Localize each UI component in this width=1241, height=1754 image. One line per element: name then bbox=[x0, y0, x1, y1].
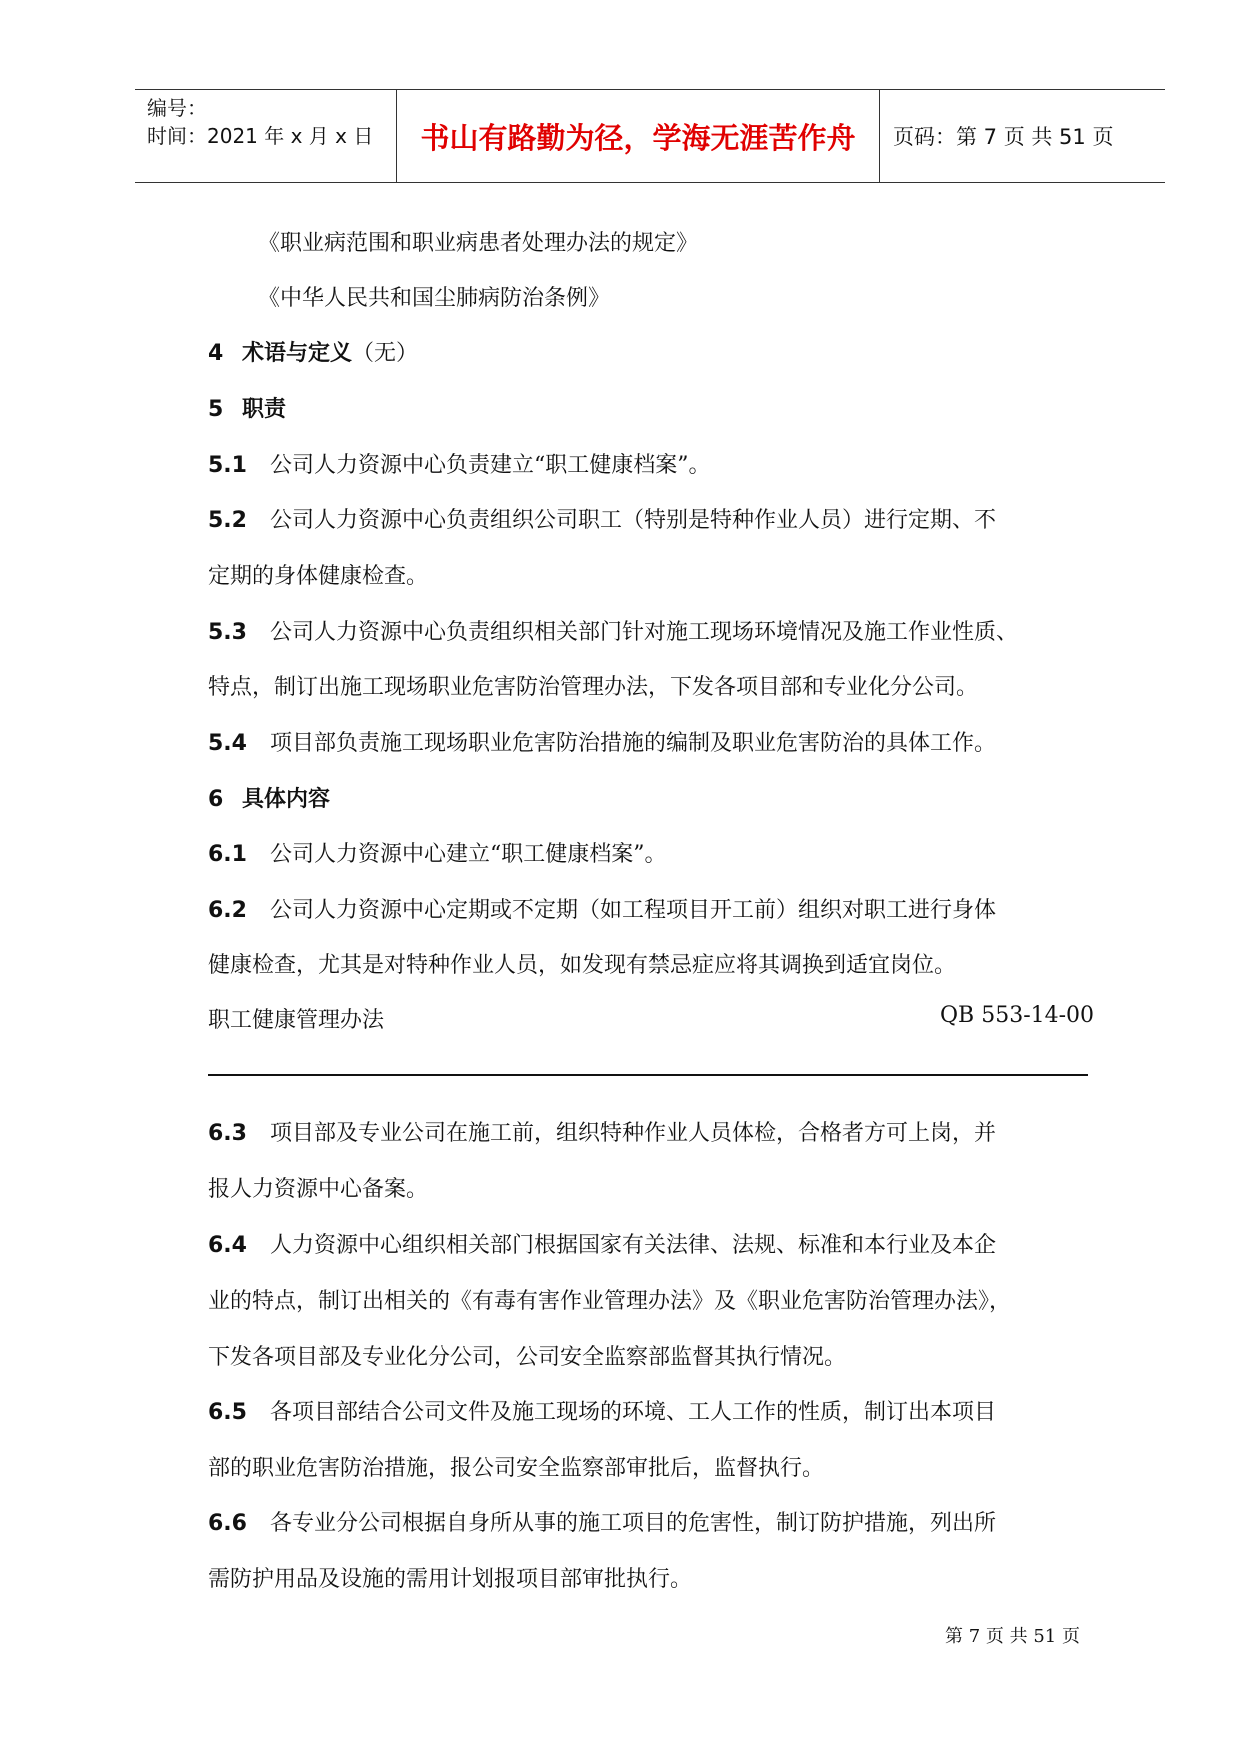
paragraph-cont: 下发各项目部及专业化分公司，公司安全监察部监督其执行情况。 bbox=[208, 1345, 847, 1370]
paragraph: 5.1 公司人力资源中心负责建立“职工健康档案”。 bbox=[208, 453, 711, 478]
header-divider bbox=[879, 90, 880, 182]
paragraph: 6.3 项目部及专业公司在施工前，组织特种作业人员体检，合格者方可上岗，并 bbox=[208, 1121, 997, 1146]
paragraph-cont: 需防护用品及设施的需用计划报项目部审批执行。 bbox=[208, 1567, 693, 1592]
doc-footer-code: QB 553-14-00 bbox=[940, 1003, 1095, 1028]
time-label: 时间：2021 年 x 月 x 日 bbox=[147, 124, 374, 148]
paragraph-cont: 部的职业危害防治措施，报公司安全监察部审批后，监督执行。 bbox=[208, 1456, 825, 1481]
paragraph-cont: 特点，制订出施工现场职业危害防治管理办法，下发各项目部和专业化分公司。 bbox=[208, 675, 979, 700]
header-page-label: 页码：第 7 页 共 51 页 bbox=[893, 125, 1114, 149]
paragraph: 6.2 公司人力资源中心定期或不定期（如工程项目开工前）组织对职工进行身体 bbox=[208, 898, 997, 923]
number-label: 编号： bbox=[147, 96, 207, 120]
header-motto: 书山有路勤为径，学海无涯苦作舟 bbox=[420, 120, 856, 155]
header-left bbox=[147, 94, 397, 150]
section-heading: 5 职责 bbox=[208, 397, 287, 422]
paragraph-cont: 健康检查，尤其是对特种作业人员，如发现有禁忌症应将其调换到适宜岗位。 bbox=[208, 953, 957, 978]
paragraph: 6.1 公司人力资源中心建立“职工健康档案”。 bbox=[208, 842, 667, 867]
paragraph-cont: 业的特点，制订出相关的《有毒有害作业管理办法》及《职业危害防治管理办法》， bbox=[208, 1289, 1012, 1314]
page-header bbox=[135, 89, 1165, 183]
paragraph: 5.2 公司人力资源中心负责组织公司职工（特别是特种作业人员）进行定期、不 bbox=[208, 508, 997, 533]
paragraph: 5.3 公司人力资源中心负责组织相关部门针对施工现场环境情况及施工作业性质、 bbox=[208, 620, 1019, 645]
paragraph-cont: 定期的身体健康检查。 bbox=[208, 564, 429, 589]
paragraph: 6.5 各项目部结合公司文件及施工现场的环境、工人工作的性质，制订出本项目 bbox=[208, 1400, 997, 1425]
reference-line: 《职业病范围和职业病患者处理办法的规定》 bbox=[258, 231, 699, 256]
footer-rule bbox=[208, 1074, 1088, 1076]
page-number: 第 7 页 共 51 页 bbox=[945, 1626, 1080, 1647]
reference-line: 《中华人民共和国尘肺病防治条例》 bbox=[258, 286, 611, 311]
paragraph: 6.6 各专业分公司根据自身所从事的施工项目的危害性，制订防护措施，列出所 bbox=[208, 1511, 997, 1536]
paragraph: 5.4 项目部负责施工现场职业危害防治措施的编制及职业危害防治的具体工作。 bbox=[208, 731, 997, 756]
paragraph: 6.4 人力资源中心组织相关部门根据国家有关法律、法规、标准和本行业及本企 bbox=[208, 1233, 997, 1258]
doc-footer-title: 职工健康管理办法 bbox=[208, 1008, 385, 1033]
paragraph-cont: 报人力资源中心备案。 bbox=[208, 1177, 429, 1202]
section-heading: 4 术语与定义（无） bbox=[208, 341, 419, 366]
section-heading: 6 具体内容 bbox=[208, 787, 331, 812]
